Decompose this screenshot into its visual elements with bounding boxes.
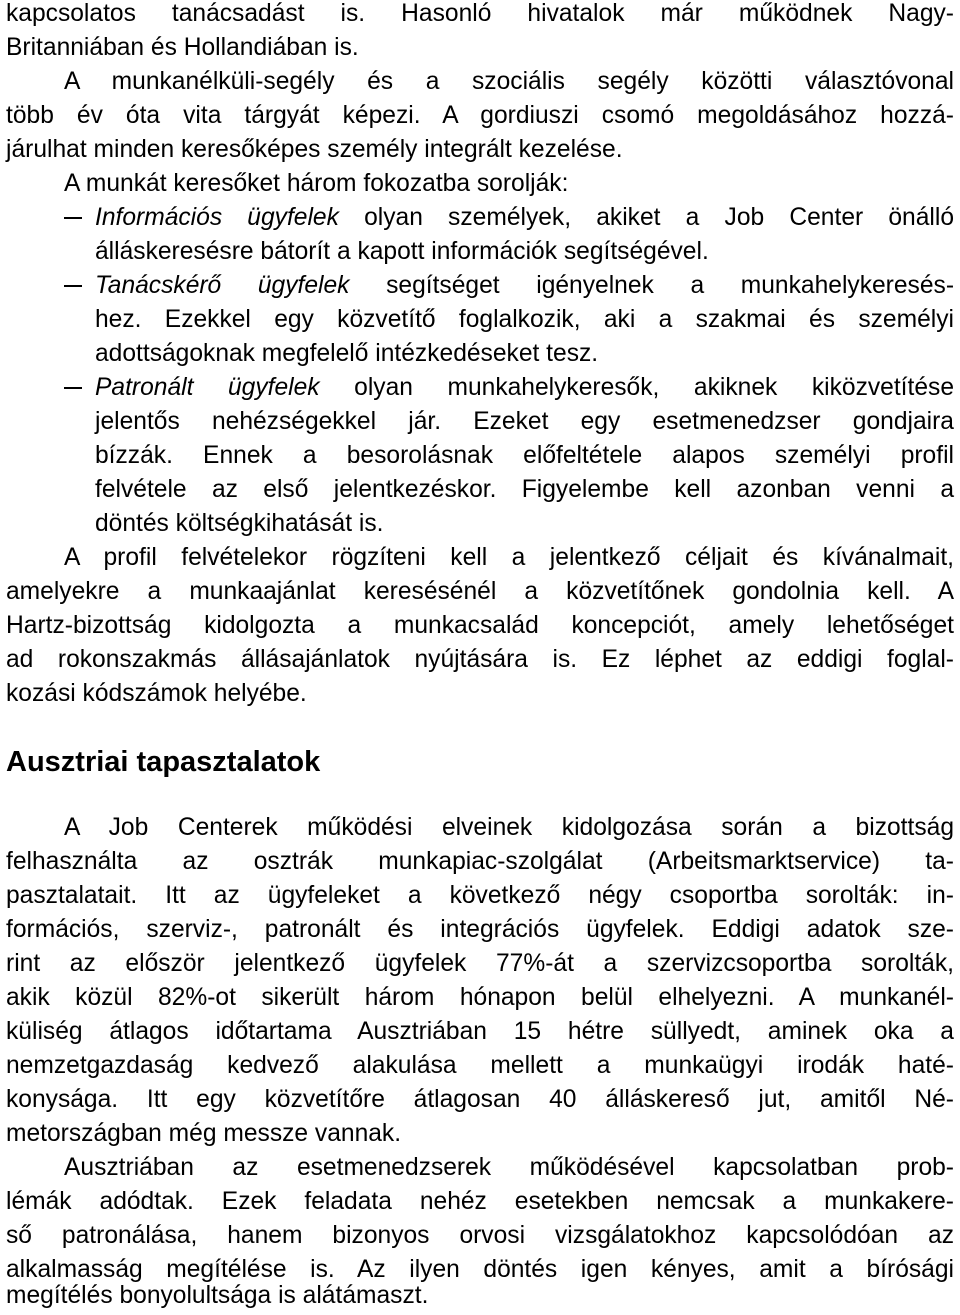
paragraph-line: lémák adódtak. Ezek feladata nehéz esetekben nemcsak a munkakere- [6,1188,954,1215]
paragraph-line: Hartz-bizottság kidolgozta a munkacsalád koncepciót, amely lehetőséget [6,612,954,639]
list-item-line: döntés költségkihatását is. [95,510,384,537]
paragraph-line: megítélés bonyolultsága is alátámaszt. [6,1282,429,1309]
paragraph-line: kapcsolatos tanácsadást is. Hasonló hivatalok már működnek Nagy- [6,0,954,27]
list-item-first-line [95,371,954,405]
list-item-line: felvétele az első jelentkezéskor. Figyelembe kell azonban venni a [95,476,954,503]
paragraph-line: nemzetgazdaság kedvező alakulása mellett a munkaügyi irodák haté- [6,1052,954,1079]
paragraph-line: formációs, szerviz-, patronált és integrációs ügyfelek. Eddigi adatok sze- [6,916,954,943]
list-item-line: adottságoknak megfelelő intézkedéseket tesz. [95,340,599,367]
paragraph-line: A Job Centerek működési elveinek kidolgozása során a bizottság [64,814,954,841]
paragraph-line: rint az először jelentkező ügyfelek 77%-át a szervizcsoportba sorolták, [6,950,954,977]
paragraph-line: kozási kódszámok helyébe. [6,680,307,707]
paragraph-line: konysága. Itt egy közvetítőre átlagosan 40 álláskereső jut, amitől Né- [6,1086,954,1113]
paragraph-line: ad rokonszakmás állásajánlatok nyújtására is. Ez léphet az eddigi foglal- [6,646,954,673]
list-item-text: olyan munkahelykeresők, akiknek kiközvetítése [319,374,954,401]
section-heading: Ausztriai tapasztalatok [6,746,321,778]
paragraph-line: pasztalatait. Itt az ügyfeleket a következő négy csoportba sorolták: in- [6,882,954,909]
list-item-term: Információs ügyfelek [95,204,339,231]
list-item-term: Tanácskérő ügyfelek [95,272,350,299]
list-item-text: segítséget igényelnek a munkahelykeresés- [349,272,955,299]
list-item-line: álláskeresésre bátorít a kapott információk segítségével. [95,238,709,265]
paragraph-line: metországban még messze vannak. [6,1120,402,1147]
paragraph-line: amelyekre a munkaajánlat keresésénél a közvetítőnek gondolnia kell. A [6,578,954,605]
paragraph-line: alkalmasság megítélése is. Az ilyen döntés igen kényes, amit a bírósági [6,1256,954,1283]
list-item-line: jelentős nehézségekkel jár. Ezeket egy esetmenedzser gondjaira [95,408,954,435]
paragraph-line: küliség átlagos időtartama Ausztriában 15 hétre süllyedt, aminek oka a [6,1018,954,1045]
paragraph-line: A profil felvételekor rögzíteni kell a jelentkező céljait és kívánalmait, [64,544,954,571]
list-item-first-line [95,269,954,303]
paragraph-line: A munkanélküli-segély és a szociális segély közötti választóvonal [64,68,954,95]
dash-bullet [64,217,82,219]
list-item-text: olyan személyek, akiket a Job Center önálló [338,204,955,231]
paragraph-line: Ausztriában az esetmenedzserek működésével kapcsolatban prob- [64,1154,954,1181]
paragraph-line: több év óta vita tárgyát képezi. A gordiuszi csomó megoldásához hozzá- [6,102,954,129]
dash-bullet [64,285,82,287]
list-intro-line: A munkát keresőket három fokozatba sorolják: [64,170,569,197]
paragraph-line: felhasználta az osztrák munkapiac-szolgálat (Arbeitsmarktservice) ta- [6,848,954,875]
dash-bullet [64,387,82,389]
paragraph-line: akik közül 82%-ot sikerült három hónapon belül elhelyezni. A munkanél- [6,984,954,1011]
paragraph-line: Britanniában és Hollandiában is. [6,34,359,61]
list-item-first-line [95,201,954,235]
list-item-term: Patronált ügyfelek [95,374,320,401]
list-item-line: bízzák. Ennek a besorolásnak előfeltétele alapos személyi profil [95,442,954,469]
list-item-line: hez. Ezekkel egy közvetítő foglalkozik, aki a szakmai és személyi [95,306,954,333]
paragraph-line: járulhat minden keresőképes személy integrált kezelése. [6,136,623,163]
paragraph-line: ső patronálása, hanem bizonyos orvosi vizsgálatokhoz kapcsolódóan az [6,1222,954,1249]
